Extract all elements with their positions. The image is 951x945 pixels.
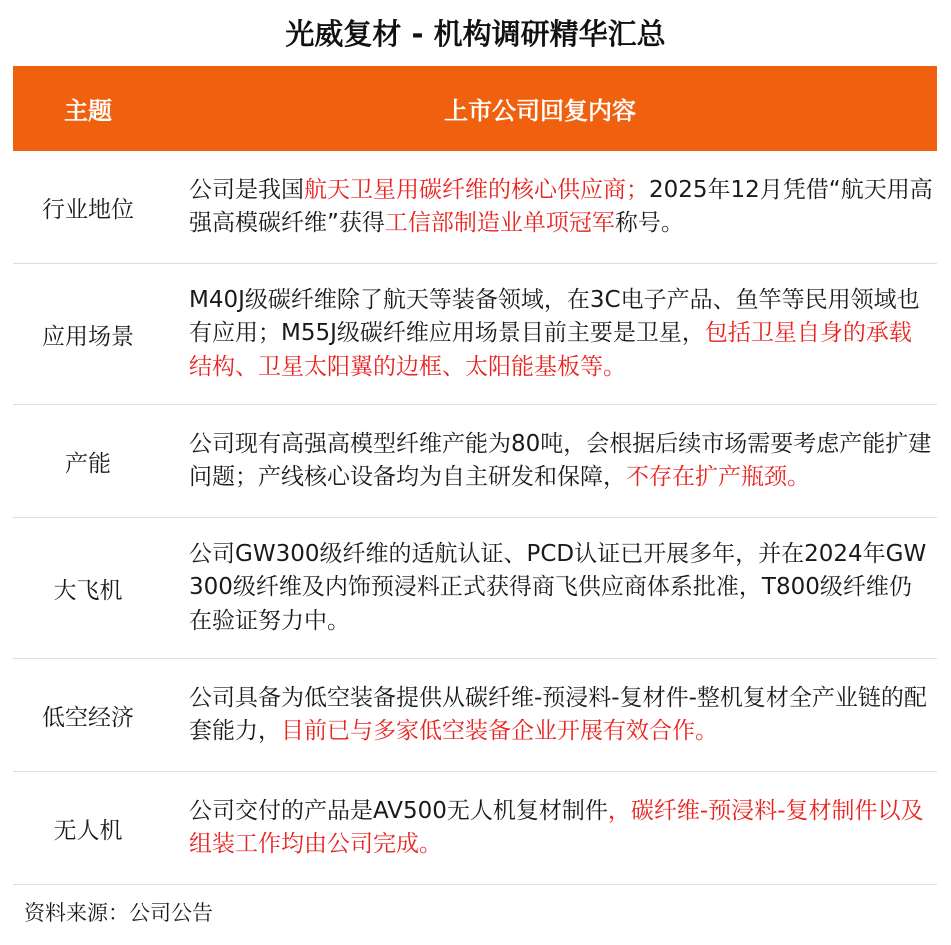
- row-topic: 行业地位: [42, 196, 134, 223]
- content-text: 称号。: [614, 210, 684, 236]
- page-title: 光威复材 - 机构调研精华汇总: [285, 17, 666, 51]
- content-text: 2025年12月凭借“航天用高强高模碳纤维”获得: [189, 176, 933, 236]
- summary-table: [13, 66, 937, 885]
- header-topic: 主题: [64, 97, 112, 125]
- row-content: [163, 538, 937, 639]
- content-text: 公司是我国: [189, 176, 304, 203]
- row-topic: 无人机: [53, 817, 123, 844]
- row-content: [163, 174, 937, 241]
- content-text: 公司现有高强高模型纤维产能为80吨，会根据后续市场需要考虑产能扩建问题；产线核心设备均为自主研发和保障，: [189, 430, 932, 490]
- row-topic: 应用场景: [42, 323, 134, 350]
- row-content: [163, 284, 937, 385]
- content-highlight: 不存在扩产瓶颈。: [626, 464, 810, 490]
- content-highlight: 工信部制造业单项冠军: [384, 210, 615, 236]
- table-row: [13, 659, 937, 772]
- header-content: 上市公司回复内容: [444, 97, 636, 125]
- content-highlight: ，碳纤维-预浸料-复材制件以及组装工作均由公司完成。: [189, 797, 924, 857]
- table-row: [13, 772, 937, 885]
- table-row: [13, 518, 937, 659]
- row-topic: 产能: [65, 450, 111, 477]
- source-note: 资料来源：公司公告: [24, 901, 213, 925]
- row-topic: 大飞机: [53, 577, 123, 604]
- table-row: [13, 151, 937, 264]
- content-text: 公司交付的产品是AV500无人机复材制件: [189, 797, 608, 824]
- content-highlight: 包括卫星自身的承载结构、卫星太阳翼的边框、太阳能基板等。: [189, 320, 912, 380]
- content-text: 公司GW300级纤维的适航认证、PCD认证已开展多年，并在2024年GW300级纤维及内饰预浸料正式获得商飞供应商体系批准，T800级纤维仍在验证努力中。: [189, 540, 927, 634]
- content-text: M40J级碳纤维除了航天等装备领域，在3C电子产品、鱼竿等民用领域也有应用；M55J级碳纤维应用场景目前主要是卫星，: [189, 286, 920, 347]
- content-highlight: 航天卫星用碳纤维的核心供应商；: [304, 176, 649, 203]
- table-row: [13, 264, 937, 405]
- table-row: [13, 405, 937, 518]
- row-content: [163, 428, 937, 495]
- row-content: [163, 682, 937, 749]
- table-header: [13, 66, 937, 151]
- content-highlight: 目前已与多家低空装备企业开展有效合作。: [281, 718, 718, 744]
- content-text: 公司具备为低空装备提供从碳纤维-预浸料-复材件-整机复材全产业链的配套能力，: [189, 684, 927, 744]
- row-content: [163, 795, 937, 862]
- row-topic: 低空经济: [42, 704, 134, 731]
